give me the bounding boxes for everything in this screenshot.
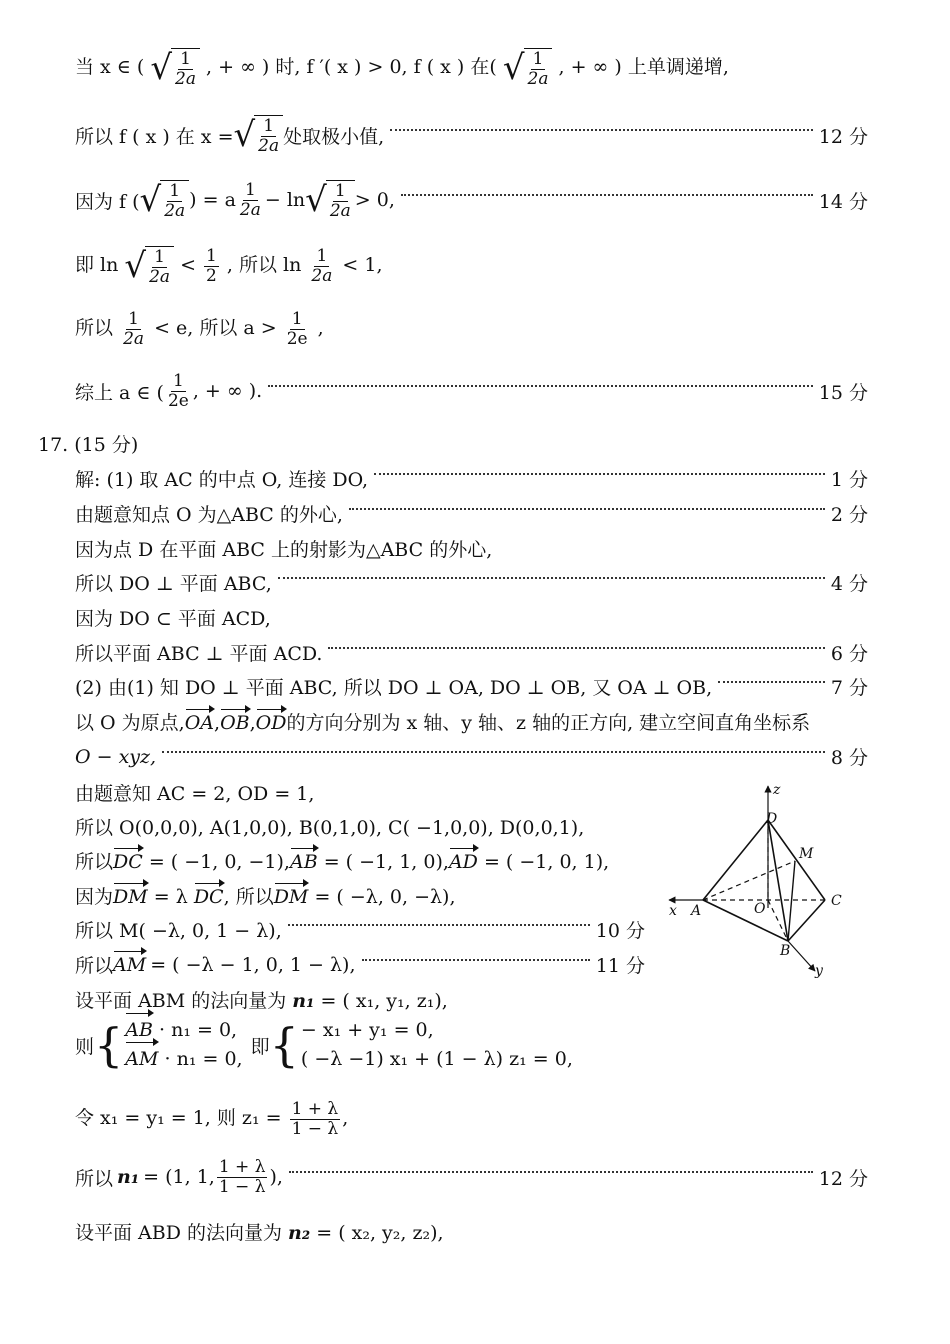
frac-num: 1 + λ [291, 1099, 339, 1119]
text: 所以 f ( x ) 在 x = [75, 125, 234, 148]
frac-num: 1 [180, 49, 191, 69]
fraction [290, 1100, 341, 1138]
edge-db [768, 820, 788, 941]
vector-am: AM [125, 1045, 158, 1074]
text: 即 [250, 1035, 270, 1058]
text: 因为 DO ⊂ 平面 ACD, [75, 608, 271, 630]
frac-den: 2a [329, 200, 351, 221]
edge-da [703, 820, 768, 900]
edge-dc [768, 820, 825, 900]
dot-leader [288, 924, 590, 926]
segment-am-dashed [703, 861, 795, 900]
label-d: D [766, 811, 778, 827]
dot-leader [362, 959, 590, 961]
text: 所以平面 ABC ⊥ 平面 ACD. [75, 643, 323, 665]
text: 设平面 ABD 的法向量为 [75, 1222, 282, 1244]
text: 令 x₁ = y₁ = 1, 则 z₁ = [75, 1107, 282, 1130]
frac-num: 1 [291, 309, 303, 329]
frac-num: 1 + λ [218, 1157, 266, 1177]
dot-leader [390, 129, 813, 131]
dot-leader [401, 194, 813, 196]
fraction [217, 1158, 268, 1196]
fraction [238, 181, 263, 219]
frac-den: 2a [311, 265, 333, 286]
dot-leader [328, 647, 824, 649]
score-label: 12 分 [818, 1167, 868, 1190]
frac-num: 1 [128, 309, 139, 329]
score-label: 6 分 [830, 643, 868, 665]
text: ), [269, 1166, 283, 1189]
text: 解: (1) 取 AC 的中点 O, 连接 DO, [75, 469, 369, 491]
sqrt-one-over-2a: √ $\frac{1}{2a}$ [150, 48, 200, 88]
fraction [204, 247, 219, 285]
text: = ( −λ − 1, 0, 1 − λ), [150, 953, 356, 976]
frac-num: 1 [334, 181, 346, 201]
dot-leader [268, 385, 813, 387]
score-label: 7 分 [830, 677, 868, 699]
dot-leader [718, 681, 825, 683]
vector-ab: AB [289, 851, 318, 873]
text: 则 [75, 1035, 95, 1058]
text: 由题意知点 O 为△ABC 的外心, [75, 504, 343, 526]
text: · n₁ = 0, [159, 1019, 238, 1041]
frac-den: 2a [149, 266, 171, 287]
segment-bm [788, 861, 795, 941]
text: ) = a [189, 189, 236, 212]
label-b: B [780, 943, 791, 959]
fraction [285, 310, 310, 348]
frac-num: 1 [172, 371, 184, 391]
tetrahedron-figure [665, 778, 870, 993]
label-x: x [669, 903, 677, 919]
y-axis [788, 941, 815, 971]
label-c: C [831, 893, 842, 909]
score-label: 2 分 [830, 504, 868, 526]
text: , + ∞ ). [192, 380, 263, 403]
dot-leader [349, 508, 825, 510]
text: 即 ln [75, 254, 119, 277]
frac-num: 1 [532, 49, 544, 69]
text: , 所以 ln [226, 254, 302, 277]
text: = ( x₁, y₁, z₁), [320, 990, 448, 1012]
normal-vector-n2: n₂ [288, 1222, 311, 1244]
text: 因为点 D 在平面 ABC 上的射影为△ABC 的外心, [75, 539, 493, 561]
text: − ln [264, 189, 306, 212]
text: = (1, 1, [143, 1166, 215, 1189]
text: = ( −1, 0, 1), [483, 851, 610, 873]
sqrt-one-over-2a: √ $\frac{1}{2a}$ [305, 180, 355, 220]
question-number: 17. (15 分) [38, 434, 139, 456]
sqrt-one-over-2a: √ $\frac{1}{2a}$ [503, 48, 553, 88]
dot-leader [374, 473, 825, 475]
text: ( −λ −1) x₁ + (1 − λ) z₁ = 0, [300, 1048, 573, 1071]
label-o: O [754, 901, 766, 917]
dot-leader [162, 751, 825, 753]
edge-ab [703, 900, 788, 941]
frac-den: 2a [164, 200, 186, 221]
fraction [166, 372, 191, 410]
text: < e, 所以 a > [154, 317, 277, 340]
normal-vector-n1: n₁ [117, 1166, 140, 1189]
text: = ( −λ, 0, −λ), [314, 886, 456, 908]
fraction [121, 310, 146, 348]
frac-den: 2a [527, 68, 549, 89]
text: 所以 O(0,0,0), A(1,0,0), B(0,1,0), C( −1,0,0), D(0,0,1), [75, 817, 585, 839]
frac-num: 1 [206, 246, 217, 266]
text: , 所以 [223, 886, 274, 908]
vector-am: AM [113, 953, 147, 976]
text: 当 x ∈ ( [75, 56, 145, 79]
vector-dc: DC [193, 886, 224, 908]
text: = ( −1, 1, 0), [323, 851, 449, 873]
vector-dm: DM [113, 886, 148, 908]
frac-num: 1 [154, 247, 165, 267]
vector-oa: OA [184, 712, 215, 734]
score-label: 11 分 [595, 955, 645, 977]
frac-den: 2e [167, 390, 189, 411]
sqrt-one-over-2a: √ $\frac{1}{2a}$ [124, 246, 174, 286]
text: = ( x₂, y₂, z₂), [316, 1222, 444, 1244]
frac-num: 1 [316, 246, 328, 266]
text: 综上 a ∈ ( [75, 381, 164, 404]
frac-den: 2a [258, 135, 280, 156]
text: · n₁ = 0, [164, 1048, 243, 1071]
text: , + ∞ ) 时, f ′( x ) > 0, f ( x ) 在( [206, 56, 497, 79]
score-label: 14 分 [818, 190, 868, 213]
normal-vector-n1: n₁ [292, 990, 315, 1012]
vector-dc: DC [113, 851, 143, 873]
left-brace: { [94, 1018, 124, 1073]
sqrt-one-over-2a: √ $\frac{1}{2a}$ [140, 180, 190, 220]
frac-den: 2a [123, 328, 145, 349]
frac-den: 2a [175, 68, 196, 89]
label-m: M [799, 846, 814, 862]
text: 因为 [75, 886, 114, 908]
text: 所以 [75, 317, 114, 340]
frac-den: 1 − λ [291, 1118, 339, 1139]
system-right [301, 1016, 573, 1075]
text: 因为 f ( [75, 190, 140, 213]
text: 所以 DO ⊥ 平面 ABC, [75, 573, 272, 595]
vector-ad: AD [448, 851, 478, 873]
label-y: y [815, 963, 823, 979]
text: 设平面 ABM 的法向量为 [75, 990, 287, 1012]
vector-od: OD [255, 712, 287, 734]
vector-ab: AB [125, 1016, 153, 1045]
score-label: 15 分 [818, 381, 868, 404]
frac-num: 1 [169, 181, 181, 201]
dot-leader [278, 577, 825, 579]
text: = λ [153, 886, 188, 908]
text: 处取极小值, [283, 125, 385, 148]
sqrt-one-over-2a: √ $\frac{1}{2a}$ [234, 115, 284, 155]
text: 所以 [75, 851, 114, 873]
text: = ( −1, 0, −1), [148, 851, 290, 873]
score-label: 8 分 [830, 747, 868, 769]
text: > 0, [354, 189, 395, 212]
score-label: 12 分 [818, 125, 868, 148]
text: < 1, [342, 254, 383, 277]
system-left [125, 1016, 242, 1075]
text: 所以 M( −λ, 0, 1 − λ), [75, 920, 282, 942]
vector-ob: OB [220, 712, 250, 734]
frac-den: 2 [206, 265, 217, 286]
edge-bc [788, 900, 825, 941]
frac-den: 2a [239, 199, 261, 220]
dot-leader [289, 1171, 813, 1173]
text: 所以 [75, 1167, 114, 1190]
frac-num: 1 [263, 116, 275, 136]
text: 由题意知 AC = 2, OD = 1, [75, 783, 315, 805]
score-label: 1 分 [830, 469, 868, 491]
text: 以 O 为原点, [75, 712, 185, 734]
text: , [317, 317, 324, 340]
text: , + ∞ ) 上单调递增, [558, 56, 729, 79]
frac-den: 2e [286, 328, 308, 349]
score-label: 10 分 [595, 920, 645, 942]
vector-dm: DM [273, 886, 309, 908]
fraction [309, 247, 334, 285]
text: O − xyz, [75, 745, 157, 768]
label-a: A [691, 903, 702, 919]
text: < [180, 254, 196, 277]
text: (2) 由(1) 知 DO ⊥ 平面 ABC, 所以 DO ⊥ OA, DO ⊥ OB, 又 OA ⊥ OB, [75, 677, 713, 699]
label-z: z [773, 782, 781, 798]
frac-num: 1 [244, 180, 256, 200]
text: − x₁ + y₁ = 0, [300, 1019, 434, 1041]
text: 所以 [75, 955, 114, 977]
text: 的方向分别为 x 轴、y 轴、z 轴的正方向, 建立空间直角坐标系 [286, 712, 811, 734]
frac-den: 1 − λ [218, 1176, 266, 1197]
left-brace: { [269, 1018, 299, 1073]
score-label: 4 分 [830, 573, 868, 595]
